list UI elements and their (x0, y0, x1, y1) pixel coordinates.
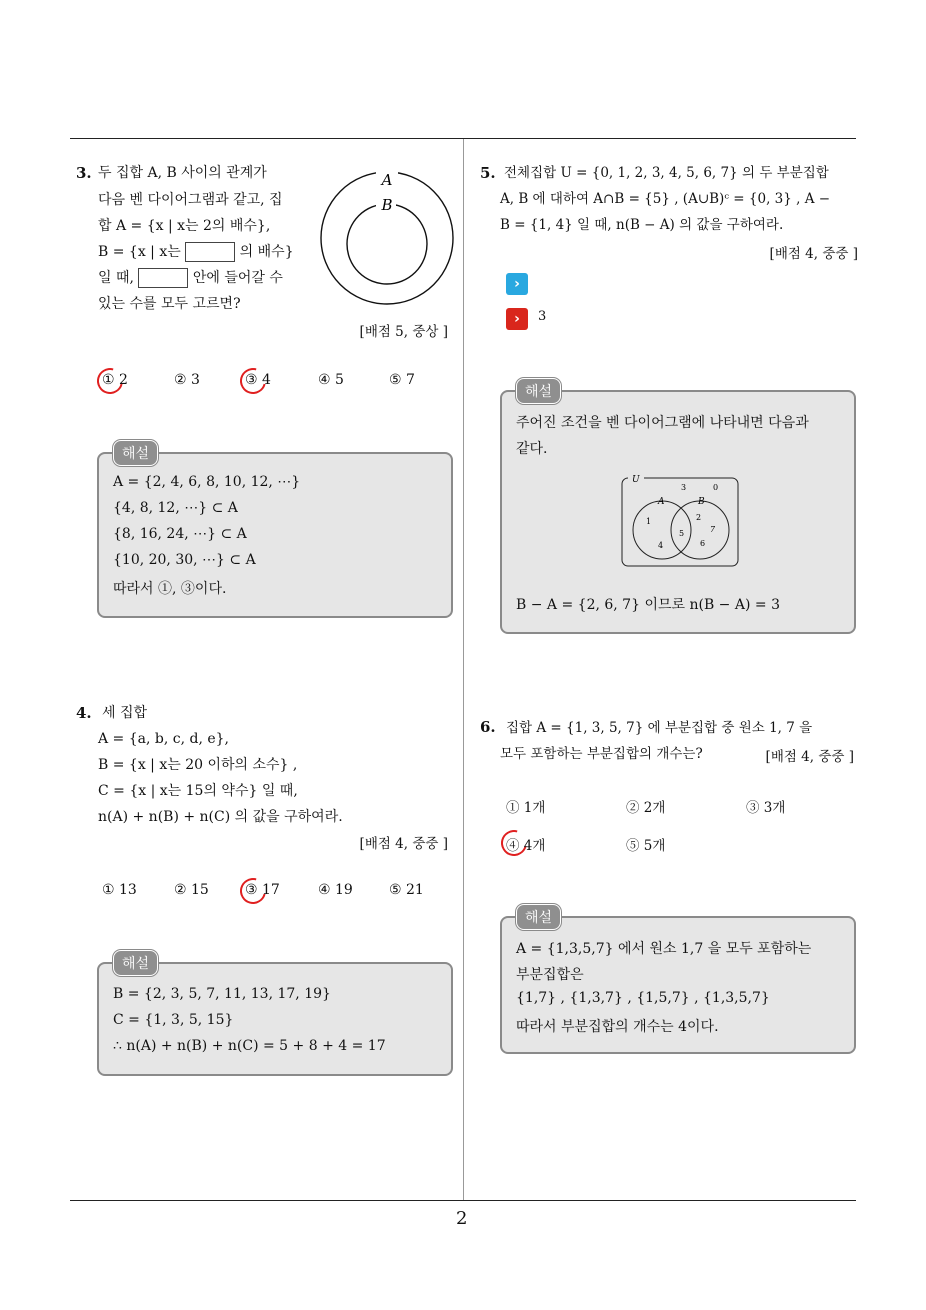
q4-solution-box (97, 962, 453, 1076)
svg-text:5: 5 (679, 529, 685, 538)
svg-text:3: 3 (681, 483, 687, 492)
q4-choice-2[interactable]: ② 15 (174, 882, 209, 898)
question-5-number: 5. (480, 164, 496, 182)
q6-solution-tag: 해설 (516, 904, 561, 930)
q3-choice-5[interactable]: ⑤ 7 (389, 372, 415, 388)
q3-line-4a: B = {x | x는 (98, 244, 181, 260)
q5-venn-diagram (618, 472, 742, 572)
answer-blank (185, 242, 235, 262)
q4-line-4: C = {x | x는 15의 약수} 일 때, (98, 783, 298, 799)
q6-sol-3: {1,7} , {1,3,7} , {1,5,7} , {1,3,5,7} (516, 990, 770, 1006)
q5-line-2: A, B 에 대하여 A∩B = {5} , (A∪B)ᶜ = {0, 3} , A − (500, 191, 831, 207)
page-number: 2 (456, 1208, 468, 1229)
q4-sol-1: B = {2, 3, 5, 7, 11, 13, 17, 19} (113, 986, 331, 1002)
q3-solution-box (97, 452, 453, 618)
q4-line-5: n(A) + n(B) + n(C) 의 값을 구하여라. (98, 809, 343, 825)
q4-choice-5[interactable]: ⑤ 21 (389, 882, 424, 898)
svg-text:6: 6 (700, 539, 706, 548)
q6-line-2: 모두 포함하는 부분집합의 개수는? (500, 746, 703, 762)
q3-solution-tag: 해설 (113, 440, 158, 466)
q4-sol-3: ∴ n(A) + n(B) + n(C) = 5 + 8 + 4 = 17 (113, 1038, 386, 1054)
q3-line-6: 있는 수를 모두 고르면? (98, 296, 241, 312)
q3-sol-3: {8, 16, 24, ⋯} ⊂ A (113, 526, 247, 542)
q3-line-5b: 안에 들어갈 수 (192, 270, 283, 286)
question-4-number: 4. (76, 704, 92, 722)
q3-choice-2[interactable]: ② 3 (174, 372, 200, 388)
q5-score: [배점 4, 중중 ] (769, 246, 858, 262)
q5-sol-1: 주어진 조건을 벤 다이어그램에 나타내면 다음과 (516, 415, 809, 431)
q6-score: [배점 4, 중중 ] (765, 749, 854, 765)
q4-line-2: A = {a, b, c, d, e}, (98, 731, 230, 747)
svg-text:2: 2 (696, 513, 702, 522)
q3-sol-5: 따라서 ①, ③이다. (113, 581, 227, 597)
q4-choice-4[interactable]: ④ 19 (318, 882, 353, 898)
q4-line-1: 세 집합 (102, 705, 148, 721)
venn-circle-b (347, 204, 427, 284)
q5-line-3: B = {1, 4} 일 때, n(B − A) 의 값을 구하여라. (500, 217, 784, 233)
q3-choice-4[interactable]: ④ 5 (318, 372, 344, 388)
q6-choice-3[interactable]: ③ 3개 (746, 800, 786, 816)
q6-choice-5[interactable]: ⑤ 5개 (626, 838, 666, 854)
q4-choice-1[interactable]: ① 13 (102, 882, 137, 898)
q3-line-4 (98, 242, 294, 262)
bottom-rule (70, 1200, 856, 1201)
q4-solution-tag: 해설 (113, 950, 158, 976)
q6-choice-4[interactable]: ④ 4개 (506, 838, 546, 854)
q5-solution-tag: 해설 (516, 378, 561, 404)
q3-venn-diagram (318, 170, 458, 310)
q3-score: [배점 5, 중상 ] (359, 324, 448, 340)
q4-choice-3[interactable]: ③ 17 (245, 882, 280, 898)
chevron-right-icon[interactable]: › (506, 308, 528, 330)
q6-solution-box (500, 916, 856, 1054)
question-6-number: 6. (480, 718, 496, 736)
q5-sol-2: 같다. (516, 441, 548, 457)
q6-sol-2: 부분집합은 (516, 967, 584, 983)
svg-text:1: 1 (646, 517, 652, 526)
svg-text:0: 0 (713, 483, 719, 492)
q3-choice-1[interactable]: ① 2 (102, 372, 128, 388)
q4-line-3: B = {x | x는 20 이하의 소수} , (98, 757, 298, 773)
q3-line-2: 다음 벤 다이어그램과 같고, 집 (98, 192, 283, 208)
svg-text:7: 7 (710, 525, 716, 534)
q6-sol-4: 따라서 부분집합의 개수는 4이다. (516, 1019, 719, 1035)
q6-line-1: 집합 A = {1, 3, 5, 7} 에 부분집합 중 원소 1, 7 을 (506, 720, 813, 736)
q4-sol-2: C = {1, 3, 5, 15} (113, 1012, 234, 1028)
q3-sol-2: {4, 8, 12, ⋯} ⊂ A (113, 500, 238, 516)
venn-label-a: A (381, 171, 393, 189)
q5-solution-box (500, 390, 856, 634)
q3-line-3: 합 A = {x | x는 2의 배수}, (98, 218, 271, 234)
q6-sol-1: A = {1,3,5,7} 에서 원소 1,7 을 모두 포함하는 (516, 941, 812, 957)
answer-blank-2 (138, 268, 188, 288)
q6-choice-2[interactable]: ② 2개 (626, 800, 666, 816)
svg-text:B: B (698, 497, 705, 507)
question-3-number: 3. (76, 164, 92, 182)
q3-sol-4: {10, 20, 30, ⋯} ⊂ A (113, 552, 256, 568)
svg-text:U: U (632, 475, 640, 485)
q5-sol-3: B − A = {2, 6, 7} 이므로 n(B − A) = 3 (516, 597, 780, 613)
q3-line-1: 두 집합 A, B 사이의 관계가 (98, 165, 267, 181)
svg-text:A: A (658, 497, 665, 507)
q5-answer: 3 (538, 309, 547, 324)
chevron-right-icon[interactable]: › (506, 273, 528, 295)
q3-line-5a: 일 때, (98, 270, 134, 286)
q5-line-1: 전체집합 U = {0, 1, 2, 3, 4, 5, 6, 7} 의 두 부분집합 (504, 165, 829, 181)
q4-score: [배점 4, 중중 ] (359, 836, 448, 852)
q3-sol-1: A = {2, 4, 6, 8, 10, 12, ⋯} (113, 474, 301, 490)
venn-label-b: B (381, 196, 393, 214)
q3-choice-3[interactable]: ③ 4 (245, 372, 271, 388)
q3-line-5 (98, 268, 283, 288)
svg-text:4: 4 (658, 541, 664, 550)
q6-choice-1[interactable]: ① 1개 (506, 800, 546, 816)
q3-line-4b: 의 배수} (239, 244, 294, 260)
column-divider (463, 139, 464, 1201)
